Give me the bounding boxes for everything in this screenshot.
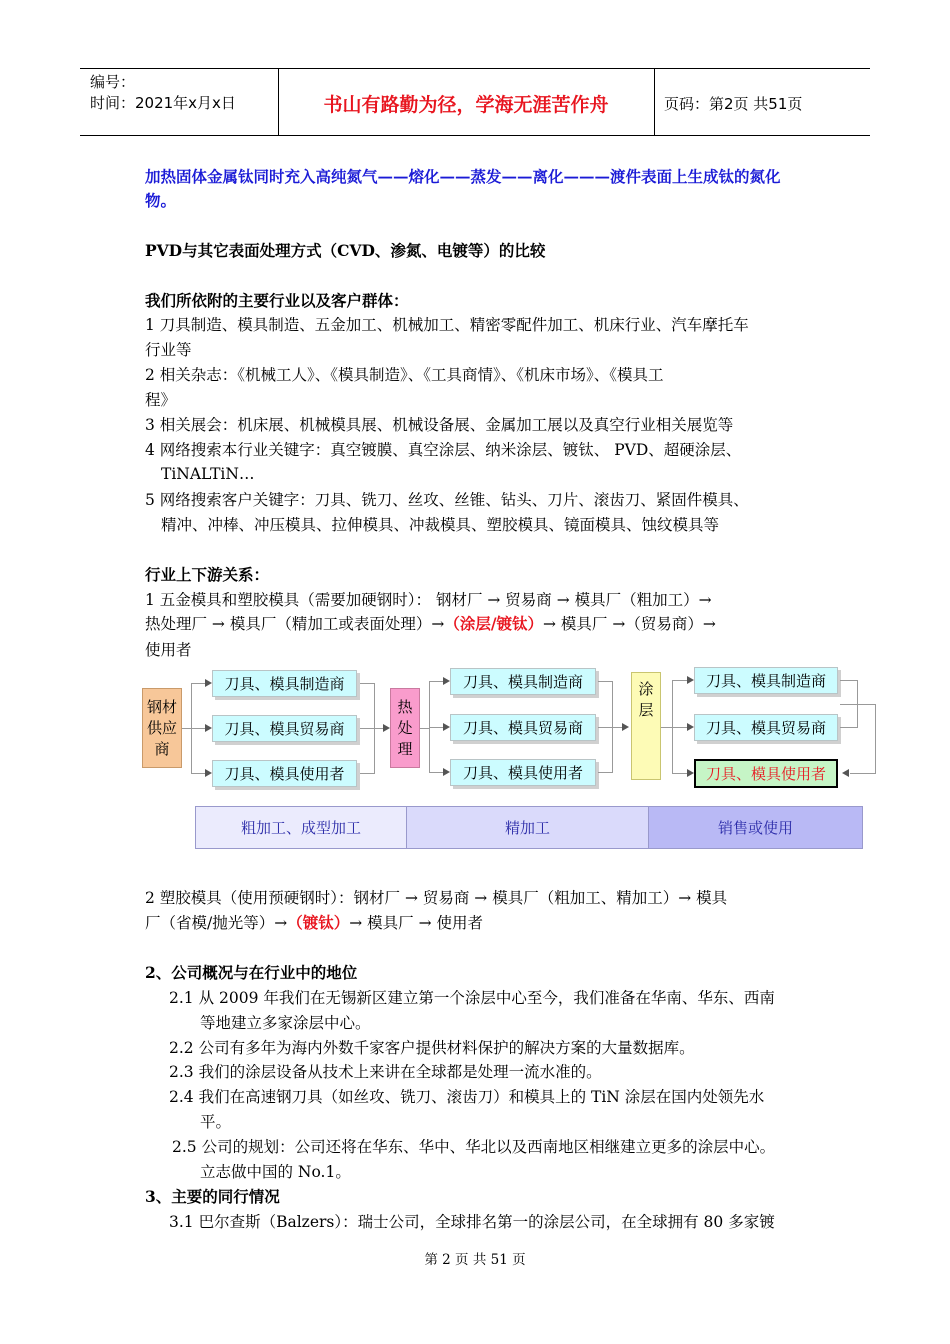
industries-item5-line1: 5 网络搜索客户关键字：刀具、铣刀、丝攻、丝锥、钻头、刀片、滚齿刀、紧固件模具、 (145, 491, 749, 509)
company-p5-line1: 2.5 公司的规划：公司还将在华东、华中、华北以及西南地区相继建立更多的涂层中心。 (172, 1138, 776, 1156)
connector (598, 727, 612, 728)
connector (840, 680, 858, 681)
maker-box-3: 刀具、模具制造商 (694, 667, 838, 694)
chain-heading: 行业上下游关系： (145, 565, 270, 584)
chain-line-2-post: → 模具厂 →（贸易商）→ (543, 615, 716, 633)
connector (840, 704, 876, 705)
plastic-line-2-highlight: （镀钛） (287, 913, 350, 932)
user-box-1: 刀具、模具使用者 (212, 760, 357, 787)
company-p1-line1: 2.1 从 2009 年我们在无锡新区建立第一个涂层中心至今，我们准备在华南、华东、西南 (169, 989, 775, 1007)
connector (191, 728, 205, 729)
maker-box-1: 刀具、模具制造商 (212, 670, 357, 697)
connector (360, 728, 374, 729)
plastic-line-2 (145, 911, 483, 935)
coating-box: 涂 层 (631, 672, 661, 780)
chain-line-3: 使用者 (145, 641, 192, 659)
header-page-info: 页码：第2页 共51页 (664, 95, 803, 113)
connector (420, 728, 429, 729)
plastic-line-1: 2 塑胶模具（使用预硬钢时）：钢材厂 → 贸易商 → 模具厂（粗加工、精加工）→ 模具 (145, 889, 728, 907)
header-meta (90, 72, 236, 114)
connector (840, 727, 858, 728)
connector (374, 728, 383, 729)
plastic-line-2-pre: 厂（省模/抛光等）→ (145, 914, 288, 932)
arrow-head (687, 676, 694, 684)
heat-treatment-box: 热 处 理 (390, 688, 420, 768)
arrow-head (205, 724, 212, 732)
chain-line-1: 1 五金模具和塑胶模具（需要加硬钢时）： 钢材厂 → 贸易商 → 模具厂（粗加工）→ (145, 591, 712, 609)
connector (875, 704, 876, 773)
connector (360, 683, 374, 684)
trader-box-2: 刀具、模具贸易商 (450, 714, 596, 741)
industries-item2-line2: 程》 (145, 391, 177, 409)
process-line-1: 加热固体金属钛同时充入高纯氮气——熔化——蒸发——离化———渡件表面上生成钛的氮化 (145, 167, 781, 186)
arrow-head (383, 724, 390, 732)
plastic-line-2-post: → 模具厂 → 使用者 (349, 914, 483, 932)
industries-item3: 3 相关展会：机床展、机械模具展、机械设备展、金属加工展以及真空行业相关展览等 (145, 416, 734, 434)
connector (850, 773, 876, 774)
stage-rough: 粗加工、成型加工 (195, 806, 407, 849)
connector (672, 680, 687, 681)
arrow-head (205, 679, 212, 687)
connector (182, 728, 191, 729)
process-line-2: 物。 (145, 191, 177, 210)
connector (429, 772, 443, 773)
stage-finish: 精加工 (406, 806, 649, 849)
steel-supplier-box: 钢材 供应 商 (142, 688, 182, 768)
industries-item2-line1: 2 相关杂志：《机械工人》、《模具制造》、《工具商情》、《机床市场》、《模具工 (145, 366, 664, 384)
page-footer: 第 2 页 共 51 页 (424, 1252, 526, 1268)
connector (360, 773, 374, 774)
industries-item4-line1: 4 网络搜索本行业关键字：真空镀膜、真空涂层、纳米涂层、镀钛、 PVD、超硬涂层、 (145, 441, 742, 459)
company-p4-line1: 2.4 我们在高速钢刀具（如丝攻、铣刀、滚齿刀）和模具上的 TiN 涂层在国内处领先水 (169, 1088, 765, 1106)
arrow-head (622, 723, 629, 731)
company-p1-line2: 等地建立多家涂层中心。 (200, 1014, 371, 1032)
arrow-head (687, 723, 694, 731)
chain-line-2 (145, 612, 716, 636)
chain-line-2-highlight: （涂层/镀钛） (444, 614, 544, 633)
header-divider-2 (654, 68, 655, 136)
connector (612, 727, 622, 728)
connector (429, 681, 443, 682)
industries-item1-line2: 行业等 (145, 341, 192, 359)
arrow-head (205, 769, 212, 777)
chain-line-2-pre: 热处理厂 → 模具厂（精加工或表面处理）→ (145, 615, 445, 633)
company-heading: 2、公司概况与在行业中的地位 (145, 963, 358, 982)
arrow-head (443, 723, 450, 731)
connector (191, 683, 205, 684)
industries-item1-line1: 1 刀具制造、模具制造、五金加工、机械加工、精密零配件加工、机床行业、汽车摩托车 (145, 316, 749, 334)
end-user-box: 刀具、模具使用者 (694, 759, 838, 788)
arrow-head-left (842, 769, 849, 777)
stage-sales: 销售或使用 (648, 806, 863, 849)
connector (672, 773, 687, 774)
connector (661, 727, 672, 728)
connector (598, 772, 612, 773)
header-divider-1 (278, 68, 279, 136)
industries-item4-line2: TiNALTiN… (161, 465, 255, 483)
connector (191, 773, 205, 774)
connector (429, 727, 443, 728)
connector (672, 727, 687, 728)
trader-box-1: 刀具、模具贸易商 (212, 715, 357, 742)
serial-label: 编号： (90, 73, 136, 91)
maker-box-2: 刀具、模具制造商 (450, 668, 596, 695)
connector (598, 681, 612, 682)
peers-p1: 3.1 巴尔查斯（Balzers）：瑞士公司，全球排名第一的涂层公司，在全球拥有 80 多家镀 (169, 1213, 775, 1231)
industries-item5-line2: 精冲、冲棒、冲压模具、拉伸模具、冲裁模具、塑胶模具、镜面模具、蚀纹模具等 (161, 516, 720, 534)
company-p3: 2.3 我们的涂层设备从技术上来讲在全球都是处理一流水准的。 (169, 1063, 602, 1081)
header-motto: 书山有路勤为径，学海无涯苦作舟 (323, 94, 609, 116)
company-p2: 2.2 公司有多年为海内外数千家客户提供材料保护的解决方案的大量数据库。 (169, 1039, 695, 1057)
company-p5-line2: 立志做中国的 No.1。 (200, 1163, 351, 1181)
company-p4-line2: 平。 (200, 1113, 232, 1131)
peers-heading: 3、主要的同行情况 (145, 1187, 280, 1206)
arrow-head (687, 769, 694, 777)
arrow-head (443, 677, 450, 685)
user-box-2: 刀具、模具使用者 (450, 759, 596, 786)
header-top-rule (80, 68, 870, 69)
arrow-head (443, 768, 450, 776)
industries-heading: 我们所依附的主要行业以及客户群体： (145, 291, 409, 310)
time-label: 时间：2021年x月x日 (90, 94, 236, 112)
comparison-heading: PVD与其它表面处理方式（CVD、渗氮、电镀等）的比较 (145, 241, 546, 260)
header-bottom-rule (80, 135, 870, 136)
trader-box-3: 刀具、模具贸易商 (694, 714, 838, 741)
